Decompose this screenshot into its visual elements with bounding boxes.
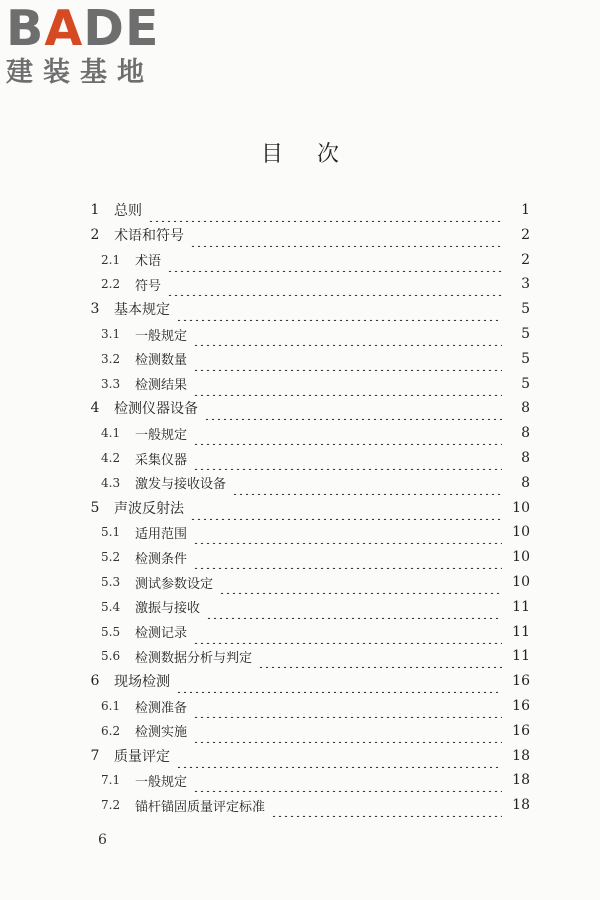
toc-entry-number: 4.1 — [101, 426, 121, 441]
dot-leader — [193, 446, 502, 470]
toc-entry-number: 3.3 — [101, 376, 121, 391]
dot-leader — [193, 520, 502, 544]
dot-leader — [193, 694, 502, 718]
toc-entry-number: 5.6 — [101, 649, 121, 664]
toc-entry-page: 10 — [512, 499, 530, 516]
toc-section-entry[interactable] — [101, 272, 530, 296]
toc-entry-title: 检测实施 — [135, 725, 188, 741]
toc-entry-title: 检测结果 — [135, 378, 188, 394]
toc-entry-title: 现场检测 — [114, 674, 170, 691]
toc-entry-title: 符号 — [135, 278, 162, 294]
toc-entry-title: 术语 — [135, 254, 162, 270]
dot-leader — [271, 793, 502, 817]
toc-entry-number: 6.2 — [101, 723, 121, 738]
toc-entry-page: 16 — [512, 698, 530, 714]
dot-leader — [176, 669, 502, 693]
bade-logo — [6, 0, 176, 90]
toc-entry-number: 5.3 — [101, 575, 121, 589]
toc-section-entry[interactable] — [101, 644, 530, 668]
toc-chapter-entry[interactable] — [84, 223, 530, 247]
toc-entry-number: 3 — [90, 301, 100, 318]
toc-entry-page: 10 — [512, 549, 530, 566]
toc-entry-number: 4 — [90, 400, 100, 417]
toc-section-entry[interactable] — [101, 520, 530, 544]
toc-entry-title: 锚杆锚固质量评定标准 — [135, 799, 266, 815]
toc-chapter-entry[interactable] — [84, 744, 530, 768]
toc-entry-title: 测试参数设定 — [135, 576, 214, 592]
logo-wordmark: BADE — [6, 0, 160, 57]
toc-entry-title: 检测数据分析与判定 — [135, 650, 253, 666]
toc-section-entry[interactable] — [101, 545, 530, 569]
toc-entry-page: 10 — [512, 574, 530, 590]
toc-entry-title: 术语和符号 — [114, 227, 184, 244]
toc-entry-title: 一般规定 — [135, 774, 188, 790]
dot-leader — [176, 744, 502, 768]
toc-entry-title: 检测记录 — [135, 626, 188, 642]
toc-entry-number: 4.3 — [101, 475, 121, 490]
dot-leader — [167, 272, 502, 296]
toc-entry-title: 质量评定 — [114, 748, 170, 765]
dot-leader — [148, 198, 502, 222]
toc-entry-title: 检测条件 — [135, 551, 188, 567]
toc-entry-page: 2 — [521, 226, 530, 243]
dot-leader — [193, 322, 502, 346]
toc-entry-title: 检测准备 — [135, 700, 188, 716]
toc-entry-number: 3.2 — [101, 351, 121, 366]
toc-entry-page: 16 — [512, 722, 530, 739]
toc-entry-title: 激振与接收 — [135, 601, 201, 617]
toc-entry-title: 一般规定 — [135, 328, 188, 344]
toc-entry-number: 2 — [90, 226, 100, 243]
toc-entry-number: 7 — [90, 747, 100, 764]
page-number: 6 — [98, 832, 107, 848]
toc-entry-title: 声波反射法 — [114, 500, 184, 517]
toc-entry-number: 2.1 — [101, 252, 121, 267]
toc-entry-title: 采集仪器 — [135, 452, 188, 468]
toc-section-entry[interactable] — [101, 595, 530, 619]
toc-chapter-entry[interactable] — [84, 198, 530, 222]
toc-entry-number: 2.2 — [101, 277, 121, 292]
logo-subtitle: 建装基地 — [6, 57, 154, 88]
dot-leader — [176, 297, 502, 321]
toc-section-entry[interactable] — [101, 793, 530, 817]
toc-section-entry[interactable] — [101, 248, 530, 272]
toc-entry-page: 2 — [521, 251, 530, 268]
toc-section-entry[interactable] — [101, 372, 530, 396]
toc-section-entry[interactable] — [101, 322, 530, 346]
toc-section-entry[interactable] — [101, 768, 530, 792]
toc-entry-number: 5 — [90, 499, 100, 516]
toc-entry-page: 5 — [521, 326, 530, 342]
toc-entry-number: 7.2 — [101, 798, 121, 813]
toc-section-entry[interactable] — [101, 719, 530, 743]
toc-entry-number: 5.4 — [101, 599, 121, 614]
dot-leader — [193, 768, 502, 792]
toc-chapter-entry[interactable] — [84, 669, 530, 693]
page-title: 目次 — [260, 142, 373, 167]
toc-entry-number: 7.1 — [101, 773, 121, 788]
toc-entry-page: 8 — [521, 425, 530, 442]
toc-entry-page: 5 — [521, 375, 530, 392]
toc-entry-page: 8 — [521, 450, 530, 466]
toc-section-entry[interactable] — [101, 620, 530, 644]
toc-entry-page: 1 — [521, 202, 530, 218]
toc-entry-title: 基本规定 — [114, 302, 170, 319]
toc-entry-title: 总则 — [114, 203, 142, 219]
dot-leader — [193, 545, 502, 569]
toc-entry-page: 16 — [512, 673, 530, 690]
toc-entry-title: 适用范围 — [135, 526, 188, 542]
toc-entry-title: 一般规定 — [135, 427, 188, 443]
toc-entry-page: 11 — [512, 598, 530, 615]
dot-leader — [193, 372, 502, 396]
dot-leader — [190, 496, 502, 520]
toc-section-entry[interactable] — [101, 446, 530, 470]
toc-chapter-entry[interactable] — [84, 396, 530, 420]
toc-entry-title: 检测仪器设备 — [114, 401, 198, 418]
toc-entry-page: 11 — [512, 623, 530, 640]
dot-leader — [219, 570, 502, 594]
dot-leader — [167, 248, 502, 272]
toc-section-entry[interactable] — [101, 694, 530, 718]
toc-entry-page: 10 — [512, 524, 530, 541]
toc-entry-number: 6.1 — [101, 699, 121, 713]
dot-leader — [190, 223, 502, 247]
toc-entry-page: 18 — [512, 747, 530, 764]
toc-section-entry[interactable] — [101, 471, 530, 495]
toc-chapter-entry[interactable] — [84, 297, 530, 321]
toc-entry-number: 5.2 — [101, 550, 121, 565]
toc-entry-page: 11 — [512, 648, 530, 665]
dot-leader — [206, 595, 502, 619]
toc-entry-title: 激发与接收设备 — [135, 477, 227, 493]
toc-entry-page: 5 — [521, 350, 530, 367]
toc-entry-number: 5.1 — [101, 525, 121, 540]
toc-entry-page: 5 — [521, 301, 530, 318]
toc-entry-page: 8 — [521, 474, 530, 491]
toc-section-entry[interactable] — [101, 347, 530, 371]
dot-leader — [232, 471, 502, 495]
dot-leader — [258, 644, 502, 668]
toc-chapter-entry[interactable] — [84, 496, 530, 520]
dot-leader — [193, 719, 502, 743]
dot-leader — [193, 421, 502, 445]
toc-entry-number: 5.5 — [101, 624, 121, 639]
toc-section-entry[interactable] — [101, 570, 530, 594]
toc-entry-page: 8 — [521, 400, 530, 417]
toc-entry-number: 4.2 — [101, 451, 121, 465]
toc-entry-page: 3 — [521, 276, 530, 293]
toc-entry-number: 6 — [90, 673, 100, 690]
toc-entry-number: 1 — [90, 202, 100, 218]
toc-section-entry[interactable] — [101, 421, 530, 445]
toc-entry-title: 检测数量 — [135, 353, 188, 369]
toc-entry-number: 3.1 — [101, 327, 121, 341]
toc-entry-page: 18 — [512, 797, 530, 814]
toc-entry-page: 18 — [512, 772, 530, 789]
dot-leader — [204, 396, 502, 420]
dot-leader — [193, 620, 502, 644]
dot-leader — [193, 347, 502, 371]
